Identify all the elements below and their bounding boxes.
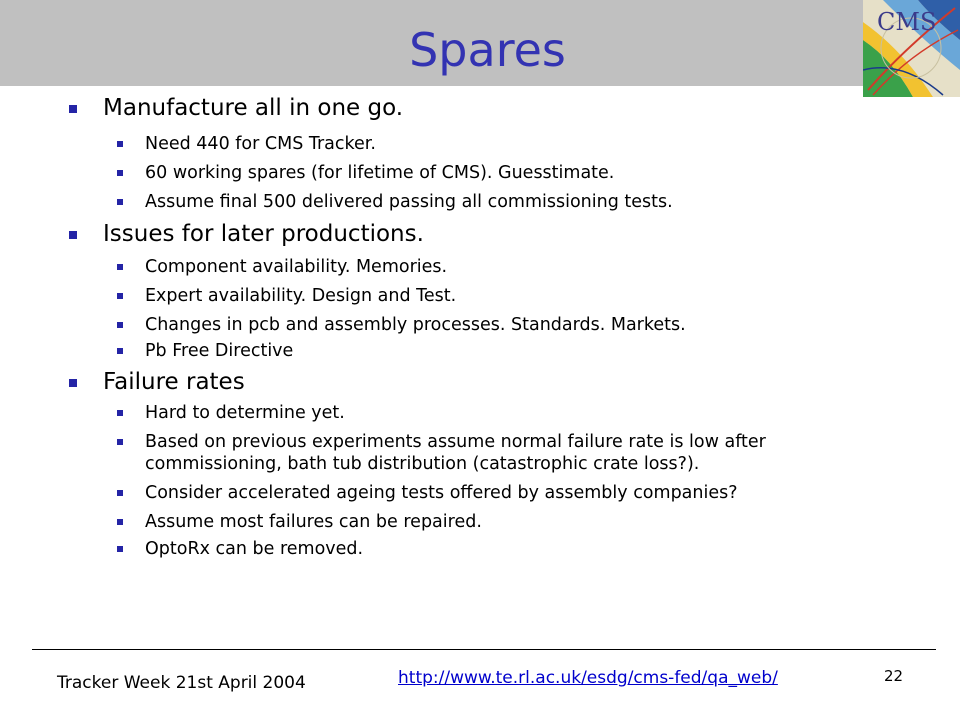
bullet-text: Issues for later productions.	[103, 221, 424, 247]
bullet-level2	[145, 190, 673, 214]
bullet-text: Need 440 for CMS Tracker.	[145, 134, 376, 154]
bullet-level2	[145, 132, 376, 156]
bullet-square-icon	[117, 293, 123, 299]
bullet-level2	[145, 537, 363, 561]
slide-title: Spares	[409, 23, 566, 77]
bullet-square-icon	[117, 322, 123, 328]
bullet-level2	[145, 430, 766, 454]
page-number: 22	[884, 667, 904, 685]
footer-link[interactable]: http://www.te.rl.ac.uk/esdg/cms-fed/qa_web/	[398, 668, 778, 688]
bullet-level2	[145, 481, 738, 505]
bullet-square-icon	[117, 410, 123, 416]
bullet-text: Failure rates	[103, 369, 245, 395]
bullet-level1	[103, 368, 245, 396]
bullet-level2	[145, 401, 345, 425]
bullet-text: commissioning, bath tub distribution (catastrophic crate loss?).	[145, 454, 700, 474]
bullet-square-icon	[117, 141, 123, 147]
bullet-level2	[145, 510, 482, 534]
bullet-level2	[145, 313, 686, 337]
bullet-text: Based on previous experiments assume normal failure rate is low after	[145, 432, 766, 452]
bullet-text: Component availability. Memories.	[145, 257, 448, 277]
bullet-text: Consider accelerated ageing tests offered by assembly companies?	[145, 483, 738, 503]
bullet-square-icon	[117, 264, 123, 270]
bullet-text: Expert availability. Design and Test.	[145, 286, 457, 306]
bullet-level2	[145, 255, 447, 279]
bullet-level2	[145, 339, 293, 363]
bullet-text: Manufacture all in one go.	[103, 95, 404, 121]
bullet-level1	[103, 220, 424, 248]
bullet-continuation	[145, 452, 699, 476]
bullet-level2	[145, 161, 614, 185]
bullet-text: Assume most failures can be repaired.	[145, 512, 482, 532]
bullet-text: 60 working spares (for lifetime of CMS). Guesstimate.	[145, 163, 615, 183]
svg-text:CMS: CMS	[877, 8, 937, 36]
bullet-square-icon	[117, 490, 123, 496]
bullet-text: OptoRx can be removed.	[145, 539, 364, 559]
bullet-square-icon	[69, 105, 77, 113]
bullet-square-icon	[117, 199, 123, 205]
bullet-text: Changes in pcb and assembly processes. Standards. Markets.	[145, 315, 686, 335]
cms-logo	[863, 0, 960, 97]
bullet-text: Hard to determine yet.	[145, 403, 345, 423]
bullet-square-icon	[117, 348, 123, 354]
bullet-square-icon	[117, 519, 123, 525]
bullet-level2	[145, 284, 456, 308]
bullet-text: Assume final 500 delivered passing all commissioning tests.	[145, 192, 673, 212]
footer-event: Tracker Week 21st April 2004	[57, 673, 306, 693]
bullet-square-icon	[69, 231, 77, 239]
bullet-text: Pb Free Directive	[145, 341, 294, 361]
bullet-square-icon	[117, 546, 123, 552]
bullet-square-icon	[117, 439, 123, 445]
bullet-square-icon	[117, 170, 123, 176]
bullet-level1	[103, 94, 403, 122]
footer-divider	[32, 649, 936, 650]
bullet-square-icon	[69, 379, 77, 387]
